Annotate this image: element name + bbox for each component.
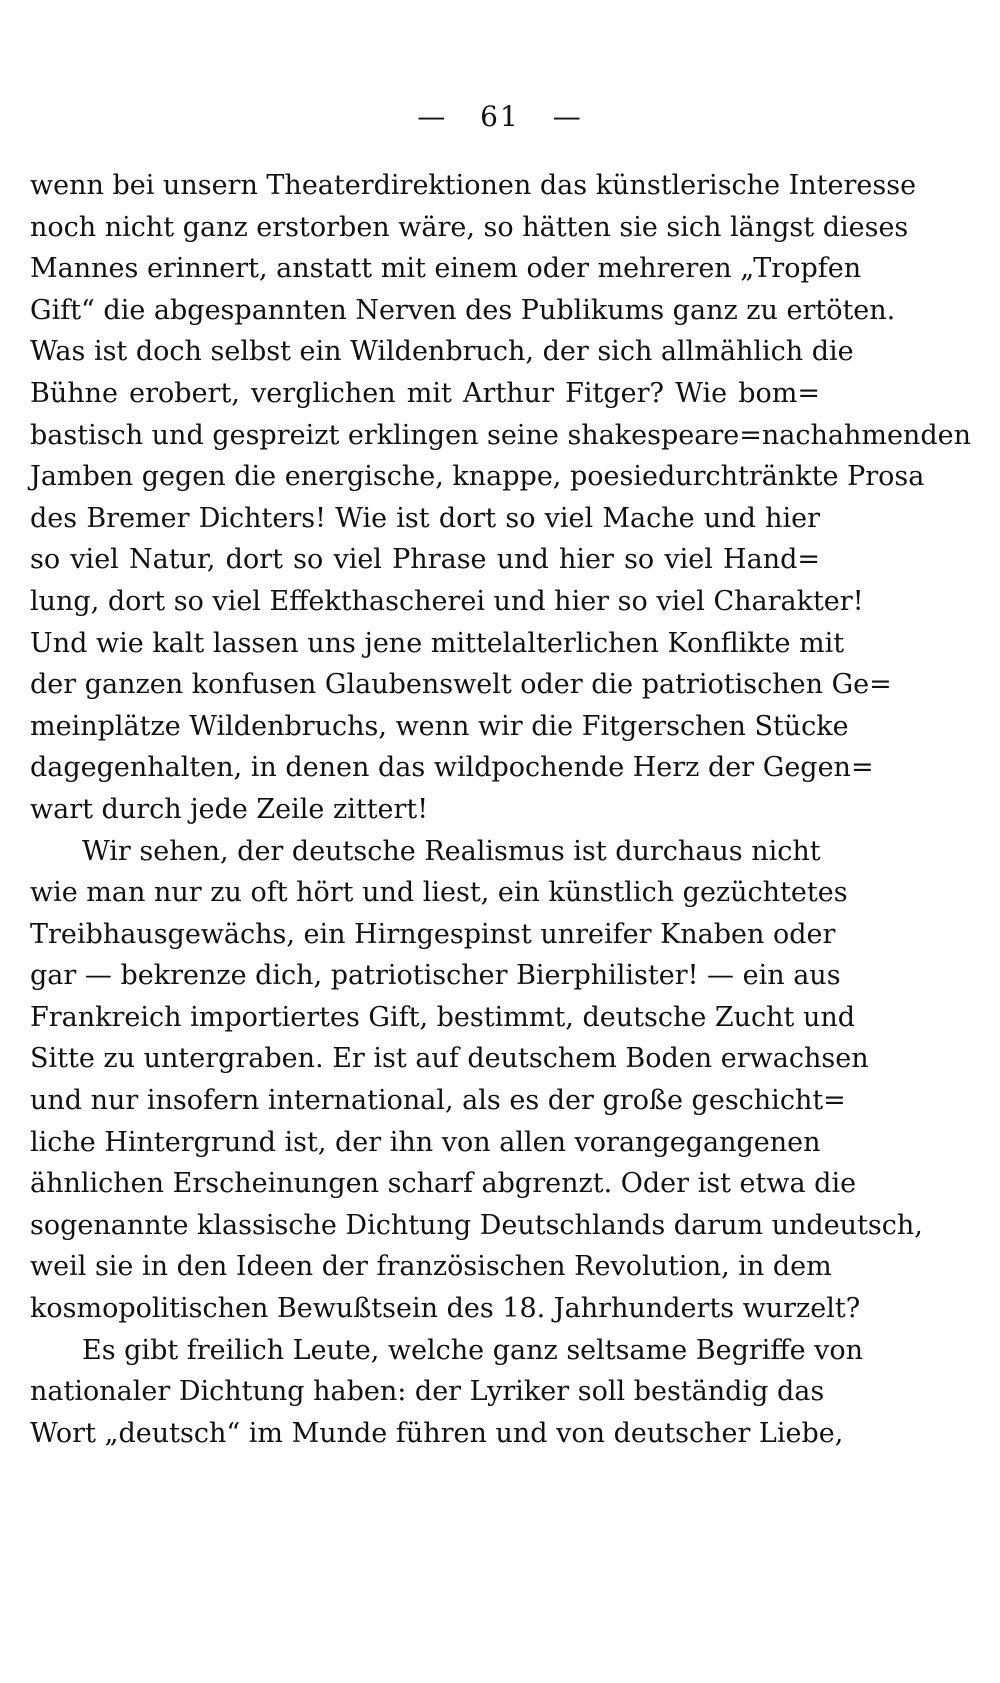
text-line: und nur insofern international, als es der große geschicht= <box>30 1085 846 1117</box>
text-line: so viel Natur, dort so viel Phrase und hier so viel Hand= <box>30 544 820 576</box>
text-line: Sitte zu untergraben. Er ist auf deutschem Boden erwachsen <box>30 1043 869 1075</box>
text-line: wenn bei unsern Theaterdirektionen das künstlerische Interesse <box>30 170 917 201</box>
header-dash-right: — <box>552 100 583 133</box>
text-line: ähnlichen Erscheinungen scharf abgrenzt. Oder ist etwa die <box>30 1168 857 1200</box>
text-line: liche Hintergrund ist, der ihn von allen vorangegangenen <box>30 1126 821 1158</box>
text-line: Bühne erobert, verglichen mit Arthur Fitger? Wie bom= <box>30 377 820 409</box>
text-line: des Bremer Dichters! Wie ist dort so viel Mache und hier <box>30 502 820 534</box>
text-line: meinplätze Wildenbruchs, wenn wir die Fitgerschen Stücke <box>30 710 849 742</box>
text-line: Treibhausgewächs, ein Hirngespinst unreifer Knaben oder <box>30 918 836 950</box>
text-line: gar — bekrenze dich, patriotischer Bierphilister! — ein aus <box>30 960 841 992</box>
text-line: Was ist doch selbst ein Wildenbruch, der sich allmählich die <box>30 336 854 368</box>
text-line: nationaler Dichtung haben: der Lyriker soll beständig das <box>30 1376 825 1408</box>
text-line: kosmopolitischen Bewußtsein des 18. Jahrhunderts wurzelt? <box>30 1293 861 1325</box>
text-line: bastisch und gespreizt erklingen seine shakespeare=nachahmenden <box>30 419 971 451</box>
text-line: wie man nur zu oft hört und liest, ein künstlich gezüchtetes <box>30 877 848 909</box>
page-number-header <box>0 100 1000 133</box>
text-line: Mannes erinnert, anstatt mit einem oder mehreren „Tropfen <box>30 253 862 285</box>
text-line: Jamben gegen die energische, knappe, poesiedurchtränkte Prosa <box>30 461 925 493</box>
text-line: Wir sehen, der deutsche Realismus ist durchaus nicht <box>82 835 821 867</box>
body-text <box>30 165 971 1454</box>
page-number: 61 <box>480 100 520 133</box>
text-line: weil sie in den Ideen der französischen Revolution, in dem <box>30 1251 832 1283</box>
text-line: dagegenhalten, in denen das wildpochende Herz der Gegen= <box>30 752 874 784</box>
text-line: der ganzen konfusen Glaubenswelt oder die patriotischen Ge= <box>30 669 892 701</box>
text-line: Wort „deutsch“ im Munde führen und von deutscher Liebe, <box>30 1417 844 1449</box>
text-line: sogenannte klassische Dichtung Deutschlands darum undeutsch, <box>30 1209 923 1241</box>
text-line: Gift“ die abgespannten Nerven des Publikums ganz zu ertöten. <box>30 294 896 326</box>
header-dash-left: — <box>417 100 448 133</box>
text-line: noch nicht ganz erstorben wäre, so hätten sie sich längst dieses <box>30 211 909 243</box>
text-line: wart durch jede Zeile zittert! <box>30 793 429 825</box>
text-line: Es gibt freilich Leute, welche ganz seltsame Begriffe von <box>82 1334 864 1366</box>
text-line: lung, dort so viel Effekthascherei und hier so viel Charakter! <box>30 585 864 617</box>
text-line: Und wie kalt lassen uns jene mittelalterlichen Konflikte mit <box>30 627 845 659</box>
text-line: Frankreich importiertes Gift, bestimmt, deutsche Zucht und <box>30 1001 856 1033</box>
